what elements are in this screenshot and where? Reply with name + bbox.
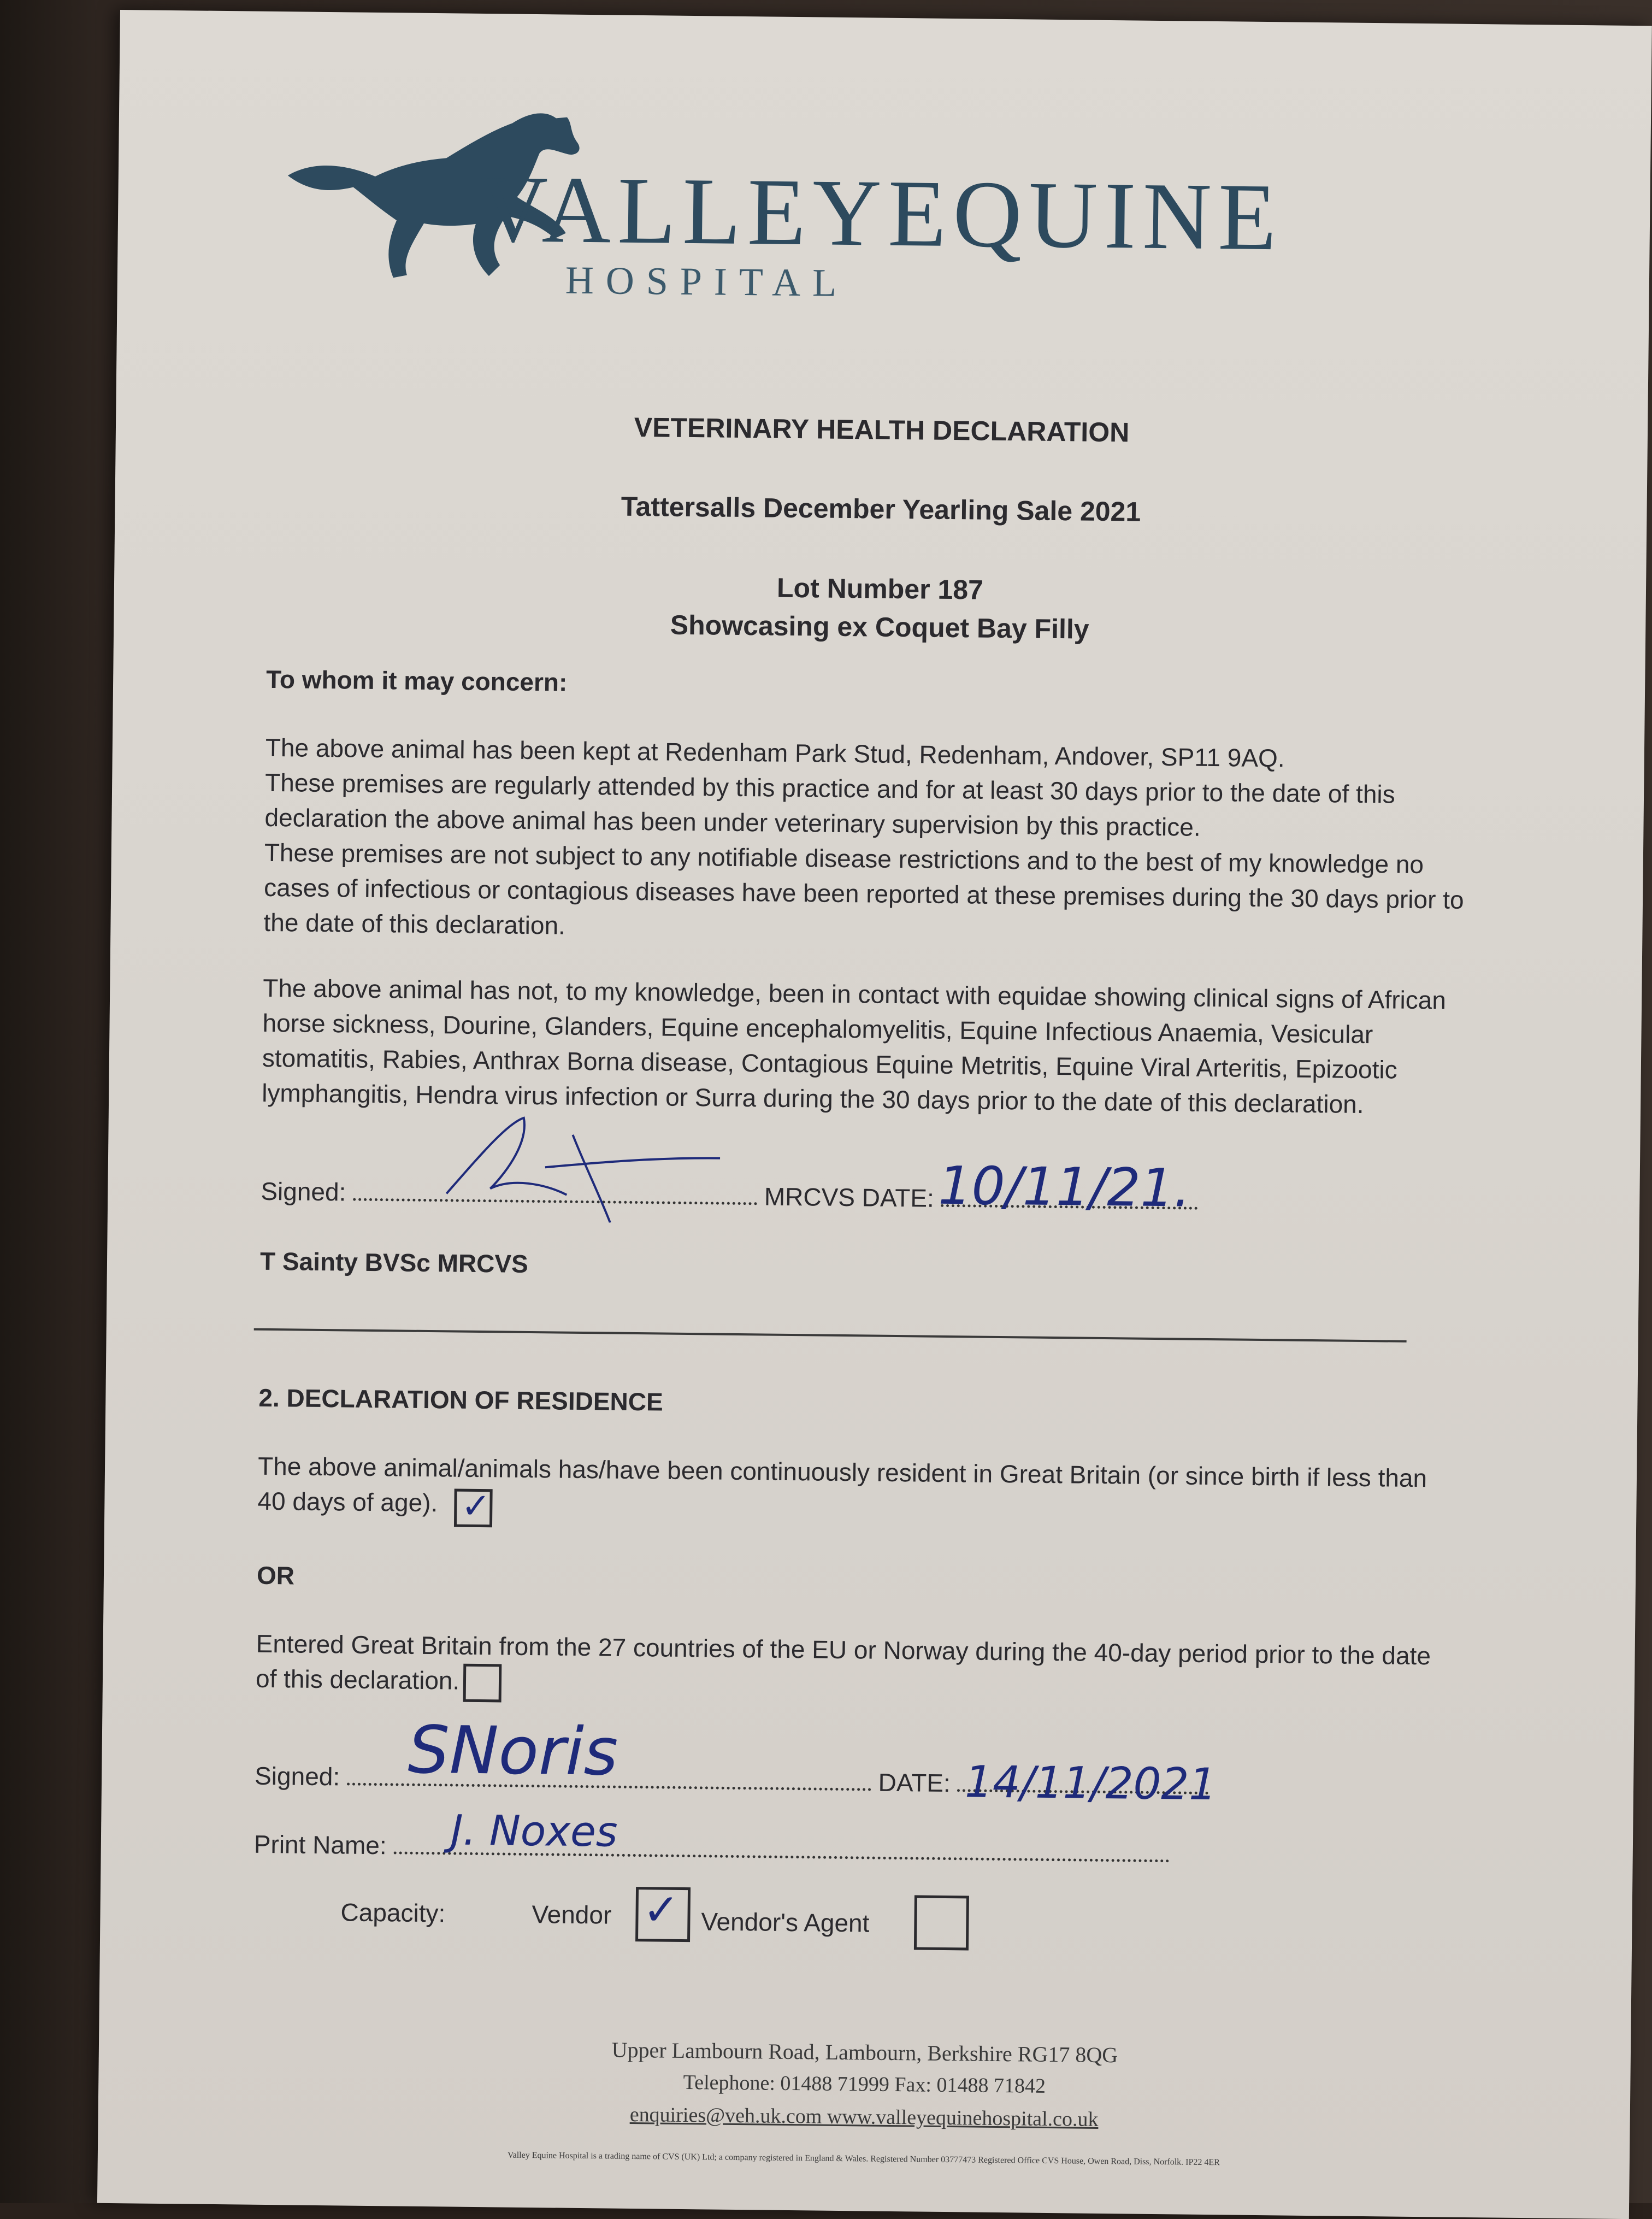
vendor-label: Vendor — [532, 1900, 612, 1929]
owner-signature: SNoris — [407, 1712, 618, 1791]
text-line: of this declaration. — [255, 1664, 460, 1695]
vendors-agent-checkbox[interactable] — [914, 1895, 969, 1950]
text-line: Entered Great Britain from the 27 countries of the EU or Norway during the 40-day period prior to the date — [256, 1629, 1431, 1670]
text-line: The above animal has been kept at Redenham Park Stud, Redenham, Andover, SP11 9AQ. — [265, 733, 1285, 773]
text-line: These premises are regularly attended by this practice and for at least 30 days prior to the date of this — [264, 768, 1395, 809]
text-line: The above animal has not, to my knowledge, been in contact with equidae showing clinical signs of African — [262, 973, 1447, 1015]
section-heading: 2. DECLARATION OF RESIDENCE — [258, 1383, 663, 1416]
footer-links[interactable]: enquiries@veh.uk.com www.valleyequinehospital.co.uk — [629, 2103, 1099, 2131]
vet-signature — [435, 1111, 742, 1224]
print-name-label: Print Name: — [253, 1829, 387, 1860]
print-name-handwritten: J. Noxes — [450, 1805, 618, 1856]
checkmark-icon: ✓ — [461, 1486, 491, 1527]
text-line: lymphangitis, Hendra virus infection or Surra during the 30 days prior to the date of this declaration. — [261, 1078, 1364, 1119]
date-label: DATE: — [878, 1768, 951, 1798]
vet-date-handwritten: 10/11/21. — [937, 1155, 1191, 1219]
vendor-checkbox[interactable] — [635, 1884, 691, 1942]
lot-info — [114, 562, 1646, 654]
text-line: The above animal/animals has/have been continuously resident in Great Britain (or since birth if less than — [257, 1451, 1427, 1493]
text-line: horse sickness, Dourine, Glanders, Equine encephalomyelitis, Equine Infectious Anaemia, Vesicular — [262, 1008, 1373, 1049]
vendors-agent-label: Vendor's Agent — [701, 1907, 870, 1938]
owner-date-handwritten: 14/11/2021 — [964, 1756, 1217, 1810]
footer-phone: Telephone: 01488 71999 Fax: 01488 71842 — [683, 2071, 1046, 2098]
paragraph-contact — [262, 970, 1553, 1124]
sale-name: Tattersalls December Yearling Sale 2021 — [621, 491, 1141, 527]
residence-option-1 — [257, 1449, 1547, 1532]
logo-subtitle: HOSPITAL — [565, 258, 849, 305]
lot-number: Lot Number 187 — [776, 572, 984, 605]
section-divider — [254, 1328, 1407, 1343]
residence-option-2 — [256, 1626, 1545, 1710]
hospital-logo — [281, 88, 1284, 305]
text-line: stomatitis, Rabies, Anthrax Borna disease, Contagious Equine Metritis, Equine Viral Arteritis, Epizootic — [262, 1043, 1397, 1084]
paragraph-premises — [263, 730, 1555, 953]
text-line: These premises are not subject to any notifiable disease restrictions and to the best of my knowledge no — [264, 838, 1424, 879]
text-line: the date of this declaration. — [263, 908, 566, 940]
logo-wordmark: VALLEYEQUINE — [478, 155, 1284, 270]
greeting: To whom it may concern: — [266, 664, 568, 697]
text-line: declaration the above animal has been under veterinary supervision by this practice. — [264, 803, 1201, 841]
capacity-label: Capacity: — [340, 1898, 446, 1928]
footer-address: Upper Lambourn Road, Lambourn, Berkshire RG17 8QG — [611, 2037, 1118, 2068]
text-line: 40 days of age). — [257, 1486, 438, 1517]
lot-description: Showcasing ex Coquet Bay Filly — [670, 609, 1089, 645]
vet-name: T Sainty BVSc MRCVS — [259, 1246, 529, 1278]
signed-label: Signed: — [261, 1176, 346, 1206]
footer-legal: Valley Equine Hospital is a trading name of CVS (UK) Ltd; a company registered in England & Wales. Registered Number 03777473 Registered Office CVS House, Owen Road, Diss, Norfolk. IP22 4ER — [507, 2150, 1220, 2168]
text-line: cases of infectious or contagious diseases have been reported at these premises during the 30 days prior to — [263, 873, 1464, 914]
document-title: VETERINARY HEALTH DECLARATION — [634, 411, 1130, 448]
mrcvs-date-label: MRCVS DATE: — [764, 1182, 935, 1212]
checkmark-icon: ✓ — [642, 1884, 680, 1935]
signed-label: Signed: — [254, 1761, 340, 1791]
or-label: OR — [256, 1561, 295, 1590]
residence-checkbox-1[interactable] — [454, 1486, 493, 1528]
print-name-row — [254, 1828, 1170, 1869]
document-page — [97, 10, 1652, 2219]
residence-checkbox-2[interactable] — [463, 1664, 502, 1703]
